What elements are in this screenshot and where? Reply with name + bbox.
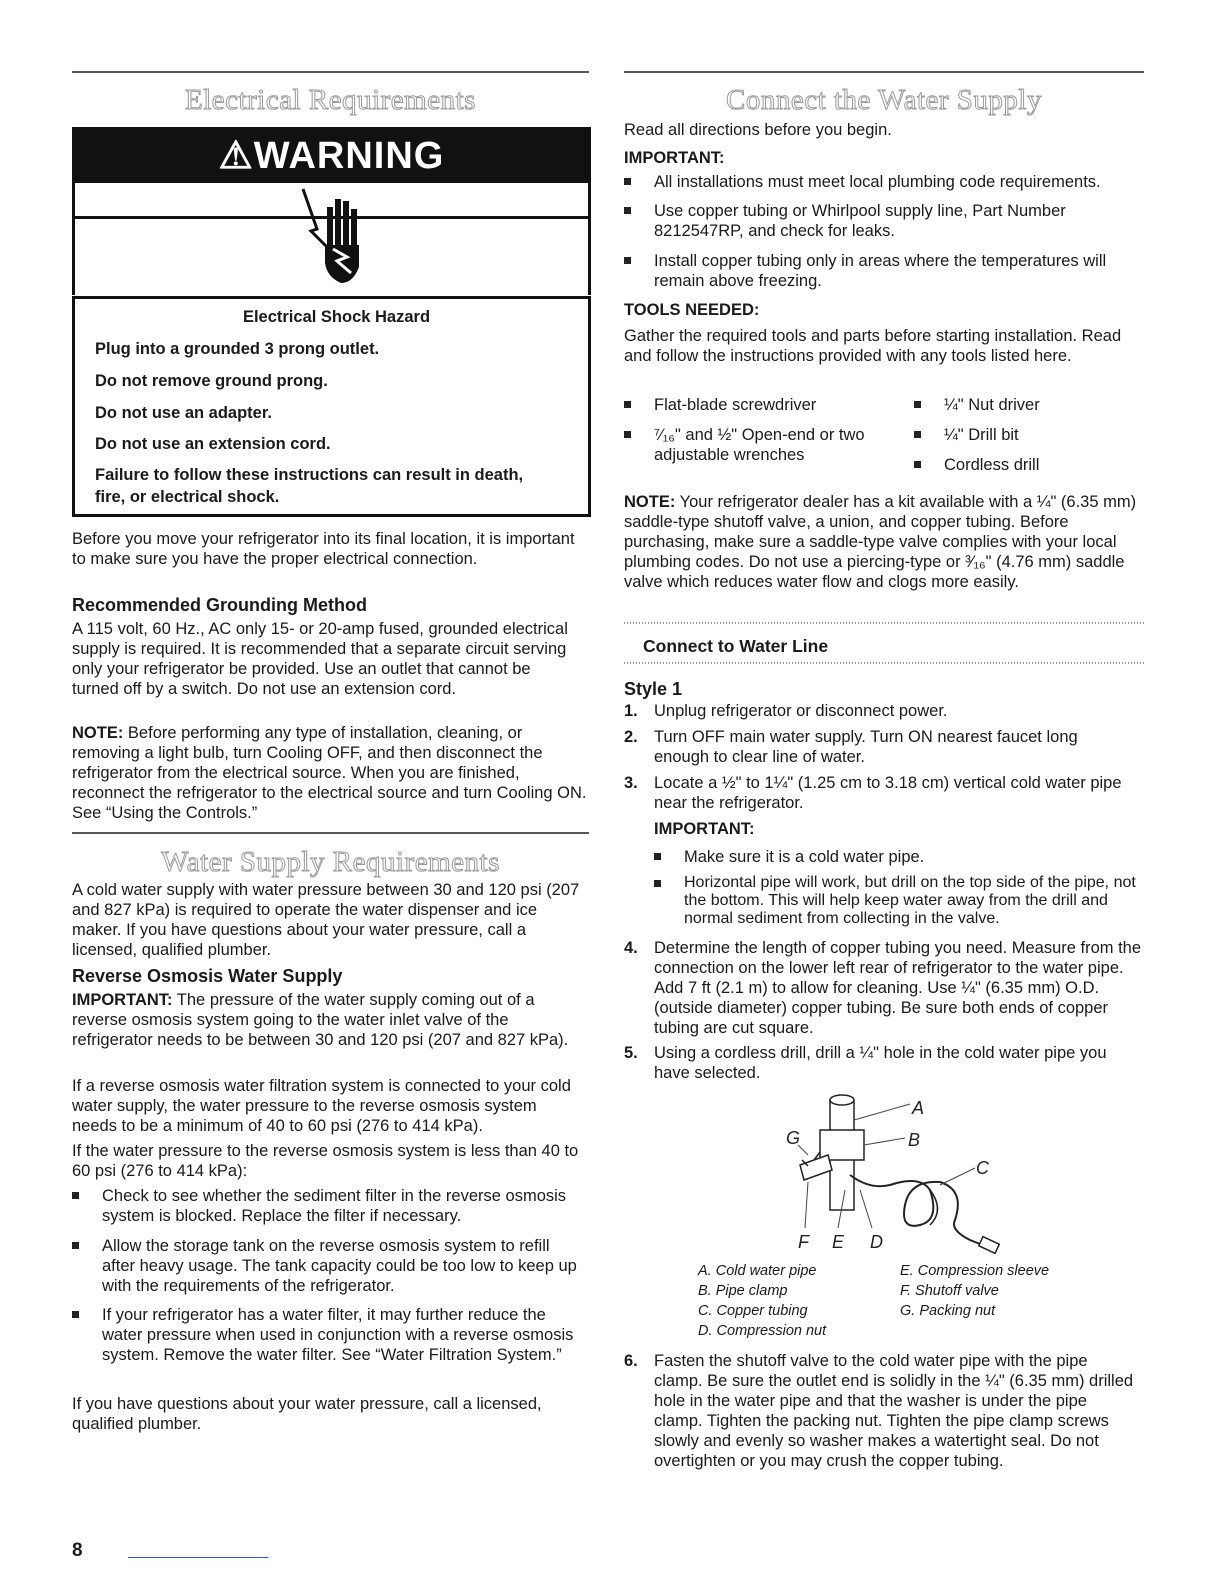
important-bullet bbox=[624, 201, 1124, 241]
label-g: G bbox=[786, 1128, 801, 1148]
step bbox=[624, 701, 1139, 721]
ro-bullet bbox=[72, 1186, 587, 1226]
shock-hazard-icon bbox=[297, 187, 377, 287]
leader-line bbox=[860, 1190, 872, 1228]
warning-header: ⚠WARNING bbox=[75, 130, 588, 183]
warning-line: Do not remove ground prong. bbox=[95, 372, 328, 390]
bullet-text: Allow the storage tank on the reverse osmosis system to refill after heavy usage. The tank capacity could be too low to keep up with the requirements of the refrigerator. bbox=[102, 1237, 577, 1295]
caption: A. Cold water pipe bbox=[698, 1263, 817, 1279]
warning-icon-area bbox=[72, 183, 591, 295]
important-bullet bbox=[624, 172, 1144, 192]
label-f: F bbox=[798, 1232, 809, 1252]
label-c: C bbox=[976, 1158, 989, 1178]
step bbox=[624, 938, 1142, 1038]
warning-line: Failure to follow these instructions can result in death, bbox=[95, 466, 524, 484]
step3-important: IMPORTANT: bbox=[654, 820, 755, 838]
bullet-square bbox=[624, 401, 631, 408]
bullet-square bbox=[624, 257, 631, 264]
read-all-text: Read all directions before you begin. bbox=[624, 121, 892, 139]
bullet-text: ¼" Nut driver bbox=[944, 396, 1040, 414]
step-text: Unplug refrigerator or disconnect power. bbox=[654, 702, 948, 720]
bullet-text: Make sure it is a cold water pipe. bbox=[684, 848, 925, 866]
tool-item bbox=[624, 425, 894, 465]
note-label: NOTE: bbox=[72, 724, 124, 742]
ro-paragraph-2: If a reverse osmosis water filtration system is connected to your cold water supply, the water pressure to the reverse osmosis system needs to be a minimum of 40 to 60 psi (276 to 414 kPa). bbox=[72, 1077, 571, 1135]
top-rule-right bbox=[624, 71, 1144, 73]
step-number: 3. bbox=[624, 774, 638, 792]
bullet-square bbox=[654, 880, 661, 887]
label-b: B bbox=[908, 1130, 921, 1150]
step-text: Determine the length of copper tubing you need. Measure from the connection on the lower left rear of refrigerator to the water pipe. Add 7 ft (2.1 m) to allow for cleaning. Use ¼" (6.35 mm) O.D. (outside diameter) copper tubing. Be sure both ends of copper tubing are cut square. bbox=[654, 939, 1142, 1037]
ro-bullet bbox=[72, 1305, 587, 1385]
step-text: Fasten the shutoff valve to the cold water pipe with the pipe clamp. Be sure the outlet end is solidly in the ¼" (6.35 mm) drilled hole in the water pipe and that the washer is under the pipe clamp. Tighten the packing nut. Tighten the pipe clamp screws slowly and evenly so washer makes a watertight seal. Do not overtighten or you may crush the copper tubing. bbox=[654, 1352, 1134, 1470]
compression-nut bbox=[979, 1237, 1000, 1254]
dotted-rule bbox=[624, 662, 1144, 664]
hazard-title: Electrical Shock Hazard bbox=[242, 308, 431, 326]
warning-line: Plug into a grounded 3 prong outlet. bbox=[95, 340, 380, 358]
bullet-square bbox=[914, 401, 921, 408]
warning-line: Do not use an adapter. bbox=[95, 404, 272, 422]
label-a: A bbox=[912, 1098, 925, 1118]
rule-water-req bbox=[72, 832, 589, 834]
ro-bullet bbox=[72, 1236, 587, 1296]
bullet-text: ¼" Drill bit bbox=[944, 426, 1019, 444]
water-valve-diagram bbox=[780, 1090, 1020, 1260]
electrical-requirements-title: Electrical Requirements bbox=[185, 84, 476, 116]
ro-paragraph-3: If the water pressure to the reverse osmosis system is less than 40 to 60 psi (276 to 414 kPa): bbox=[72, 1142, 579, 1180]
dotted-rule bbox=[624, 622, 1144, 624]
caption: D. Compression nut bbox=[698, 1323, 827, 1339]
caption: B. Pipe clamp bbox=[698, 1283, 788, 1299]
tool-item bbox=[914, 455, 1134, 475]
note-text: Before performing any type of installation, cleaning, or removing a light bulb, turn Cooling OFF, and then disconnect the refrigerator from the electrical source. When you are finished, reconnect the refrigerator to the electrical source and turn Cooling ON. See “Using the Controls.” bbox=[72, 724, 587, 822]
leader-line bbox=[940, 1168, 975, 1185]
pipe-top bbox=[830, 1095, 854, 1105]
step-number: 1. bbox=[624, 702, 638, 720]
bullet-square bbox=[72, 1311, 79, 1318]
electrical-intro: Before you move your refrigerator into its final location, it is important to make sure you have the proper electrical connection. bbox=[72, 530, 575, 568]
grounding-heading: Recommended Grounding Method bbox=[72, 595, 367, 615]
note-text: Your refrigerator dealer has a kit available with a ¼" (6.35 mm) saddle-type shutoff valve, a union, and copper tubing. Before purchasing, make sure a saddle-type valve complies with your local plumbing codes. Do not use a piercing-type or ³⁄₁₆" (4.76 mm) saddle valve which reduces water flow and clogs more easily. bbox=[624, 493, 1137, 591]
step-number: 4. bbox=[624, 939, 638, 957]
ro-important-text: The pressure of the water supply coming out of a reverse osmosis system going to the water inlet valve of the refrigerator needs to be between 30 and 120 psi (207 and 827 kPa). bbox=[72, 991, 569, 1049]
bullet-square bbox=[72, 1242, 79, 1249]
bullet-text: Horizontal pipe will work, but drill on the top side of the pipe, not the bottom. This will help keep water away from the drill and normal sediment from collecting in the valve. bbox=[684, 874, 1136, 927]
bullet-text: If your refrigerator has a water filter, it may further reduce the water pressure when used in conjunction with a reverse osmosis system. Remove the water filter. See “Water Filtration System.” bbox=[102, 1306, 574, 1364]
footer-link-line bbox=[128, 1557, 268, 1558]
caption: F. Shutoff valve bbox=[900, 1283, 999, 1299]
connect-heading: Connect to Water Line bbox=[643, 636, 829, 656]
bullet-text: All installations must meet local plumbing code requirements. bbox=[654, 173, 1101, 191]
bullet-text: ⁷⁄₁₆" and ½" Open-end or two adjustable wrenches bbox=[654, 426, 865, 464]
important-bullet bbox=[624, 251, 1134, 291]
bullet-square bbox=[914, 461, 921, 468]
bullet-square bbox=[914, 431, 921, 438]
step3-bullet bbox=[654, 847, 1134, 867]
bullet-square bbox=[624, 431, 631, 438]
bullet-text: Flat-blade screwdriver bbox=[654, 396, 817, 414]
step bbox=[624, 1043, 1124, 1083]
leader-line bbox=[854, 1104, 910, 1120]
leader-line bbox=[864, 1138, 905, 1145]
leader-line bbox=[805, 1182, 808, 1228]
bullet-square bbox=[624, 178, 631, 185]
step3-bullet bbox=[654, 874, 1142, 934]
step-text: Turn OFF main water supply. Turn ON nearest faucet long enough to clear line of water. bbox=[654, 728, 1078, 766]
tool-item bbox=[914, 425, 1134, 445]
water-supply-text: A cold water supply with water pressure between 30 and 120 psi (207 and 827 kPa) is required to operate the water dispenser and ice maker. If you have questions about your water pressure, call a licensed, qualified plumber. bbox=[72, 881, 580, 959]
grounding-text: A 115 volt, 60 Hz., AC only 15- or 20-amp fused, grounded electrical supply is required. It is recommended that a separate circuit serving only your refrigerator be provided. Use an outlet that cannot be turned off by a switch. Do not use an extension cord. bbox=[72, 620, 568, 698]
ro-important-label: IMPORTANT: bbox=[72, 991, 173, 1009]
ro-heading: Reverse Osmosis Water Supply bbox=[72, 966, 343, 986]
tool-item bbox=[914, 395, 1134, 415]
step-number: 5. bbox=[624, 1044, 638, 1062]
step bbox=[624, 727, 1129, 767]
style-heading: Style 1 bbox=[624, 679, 683, 699]
label-e: E bbox=[832, 1232, 845, 1252]
tools-intro: Gather the required tools and parts before starting installation. Read and follow the instructions provided with any tools listed here. bbox=[624, 327, 1122, 365]
ro-final: If you have questions about your water pressure, call a licensed, qualified plumber. bbox=[72, 1395, 542, 1433]
ro-text bbox=[72, 990, 584, 1050]
warning-line: fire, or electrical shock. bbox=[95, 488, 280, 506]
shutoff-valve bbox=[800, 1155, 832, 1180]
caption: C. Copper tubing bbox=[698, 1303, 808, 1319]
electrical-note bbox=[72, 723, 589, 823]
bullet-text: Check to see whether the sediment filter in the reverse osmosis system is blocked. Replace the filter if necessary. bbox=[102, 1187, 567, 1225]
bullet-text: Install copper tubing only in areas where the temperatures will remain above freezing. bbox=[654, 252, 1107, 290]
caption: G. Packing nut bbox=[900, 1303, 996, 1319]
bullet-square bbox=[654, 853, 661, 860]
right-note bbox=[624, 492, 1144, 592]
important-label: IMPORTANT: bbox=[624, 149, 725, 167]
step bbox=[624, 1351, 1139, 1471]
warning-text-box bbox=[72, 296, 591, 517]
step-number: 6. bbox=[624, 1352, 638, 1370]
caption: E. Compression sleeve bbox=[900, 1263, 1050, 1279]
connect-water-title: Connect the Water Supply bbox=[726, 84, 1042, 116]
bullet-square bbox=[72, 1192, 79, 1199]
bullet-text: Use copper tubing or Whirlpool supply line, Part Number 8212547RP, and check for leaks. bbox=[654, 202, 1066, 240]
top-rule-left bbox=[72, 71, 589, 73]
tools-heading: TOOLS NEEDED: bbox=[624, 301, 760, 319]
water-supply-title: Water Supply Requirements bbox=[161, 846, 500, 878]
bullet-square bbox=[624, 207, 631, 214]
bullet-text: Cordless drill bbox=[944, 456, 1040, 474]
page-number: 8 bbox=[72, 1540, 83, 1561]
note-label: NOTE: bbox=[624, 493, 676, 511]
warning-line: Do not use an extension cord. bbox=[95, 435, 331, 453]
step-number: 2. bbox=[624, 728, 638, 746]
step bbox=[624, 773, 1144, 813]
step-text: Locate a ½" to 1¼" (1.25 cm to 3.18 cm) vertical cold water pipe near the refrigerator. bbox=[654, 774, 1122, 812]
label-d: D bbox=[870, 1232, 883, 1252]
tool-item bbox=[624, 395, 894, 415]
step-text: Using a cordless drill, drill a ¼" hole in the cold water pipe you have selected. bbox=[654, 1044, 1107, 1082]
